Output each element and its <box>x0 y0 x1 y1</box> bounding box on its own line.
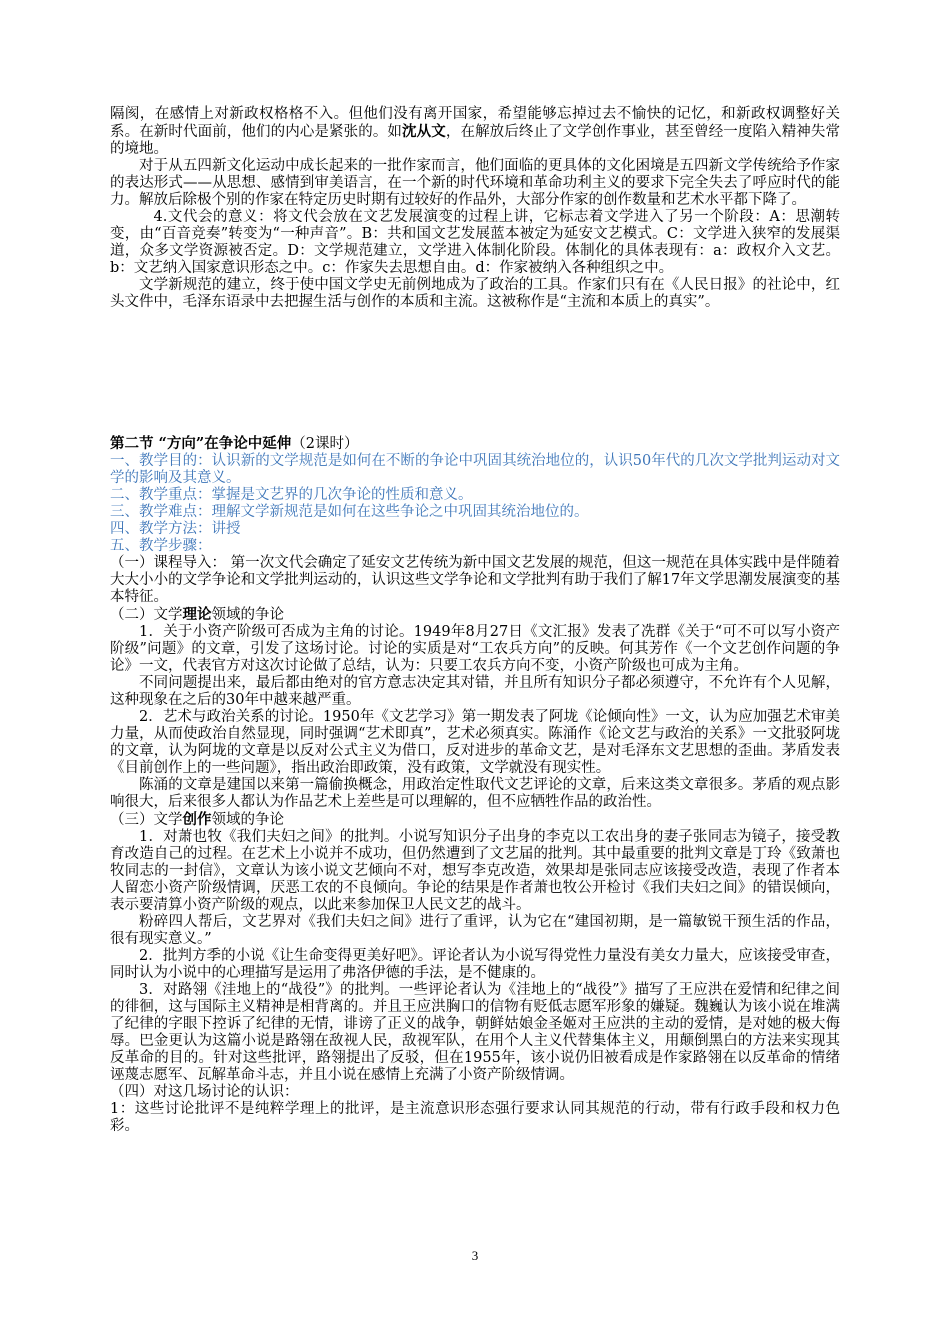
paragraph-shen-congwen: 隔阂，在感情上对新政权格格不入。但他们没有离开国家，希望能够忘掉过去不愉快的记忆，和新政权调整好关系。在新时代面前，他们的内心是紧张的。如沈从文，在解放后终止了文学创作事业，甚至曾经一度陷入精神失常的境地。 <box>110 106 841 157</box>
theory-item-2-comment: 陈涌的文章是建国以来第一篇偷换概念，用政治定性取代文艺评论的文章，后来这类文章很多。茅盾的观点影响很大，后来很多人都认为作品艺术上差些是可以理解的，但不应牺牲作品的政治性。 <box>110 777 840 810</box>
teaching-key-point: 二、教学重点：掌握是文艺界的几次争论的性质和意义。 <box>110 487 473 503</box>
teaching-goal: 一、教学目的：认识新的文学规范是如何在不断的争论中巩固其统治地位的，认识50年代的几次文学批判运动对文学的影响及其意义。 <box>110 453 841 486</box>
section-heading <box>110 435 840 453</box>
paragraph-new-norms: 文学新规范的建立，终于使中国文学史无前例地成为了政治的工具。作家们只有在《人民日报》的社论中，红头文件中，毛泽东语录中去把握生活与创作的本质和主流。这被称作是“主流和本质上的真实”。 <box>110 277 840 310</box>
course-intro: （一）课程导入： 第一次文代会确定了延安文艺传统为新中国文艺发展的规范，但这一规范在具体实践中是伴随着大大小小的文学争论和文学批判运动的，认识这些文学争论和文学批判有助于我们了解17年文学思潮发展演变的基本特征。 <box>110 555 840 605</box>
recognition-item-1: 1：这些讨论批评不是纯粹学理上的批评，是主流意识形态强行要求认同其规范的行动，带有行政手段和权力色彩。 <box>110 1101 840 1134</box>
section-hours: （2课时） <box>291 436 359 452</box>
recognition-heading: （四）对这几场讨论的认识： <box>110 1084 299 1100</box>
name-shen-congwen: 沈从文 <box>402 123 446 140</box>
page-number: 3 <box>471 1248 479 1263</box>
teaching-steps: 五、教学步骤： <box>110 538 212 554</box>
blank-gap <box>110 311 840 435</box>
creation-item-2: 2．批判方季的小说《让生命变得更美好吧》。评论者认为小说写得党性力量没有美女力量大，应该接受审查，同时认为小说中的心理描写是运用了弗洛伊德的手法，是不健康的。 <box>110 948 840 981</box>
creation-item-1-comment: 粉碎四人帮后，文艺界对《我们夫妇之间》进行了重评，认为它在“建国初期，是一篇敏锐干预生活的作品，很有现实意义。” <box>110 914 840 947</box>
theory-heading: （二）文学理论领域的争论 <box>110 606 284 623</box>
creation-heading: （三）文学创作领域的争论 <box>110 811 284 828</box>
theory-item-1: 1．关于小资产阶级可否成为主角的讨论。1949年8月27日《文汇报》发表了冼群《关于“可不可以写小资产阶级”问题》的文章，引发了这场讨论。讨论的实质是对“工农兵方向”的反映。何其芳作《一个文艺创作问题的争论》一文，代表官方对这次讨论做了总结，认为：只要工农兵方向不变，小资产阶级也可成为主角。 <box>110 624 840 674</box>
creation-item-1: 1．对萧也牧《我们夫妇之间》的批判。小说写知识分子出身的李克以工农出身的妻子张同志为镜子，接受教育改造自己的过程。在艺术上小说并不成功，但仍然遭到了文艺届的批判。其中最重要的批判文章是丁玲《致萧也牧同志的一封信》，文章认为该小说文艺倾向不对，想写李克改造，效果却是张同志应该接受改造，表现了作者本人留恋小资产阶级情调，厌恶工农的不良倾向。争论的结果是作者萧也牧公开检讨《我们夫妇之间》的错误倾向，表示要清算小资产阶级的观点，以此来参加保卫人民文艺的战斗。 <box>110 829 840 913</box>
paragraph-wendaihui-significance: 4.文代会的意义：将文代会放在文艺发展演变的过程上讲，它标志着文学进入了另一个阶段：A：思潮转变，由“百音竞奏”转变为“一种声音”。B：共和国文艺发展蓝本被定为延安文艺模式。C：文学进入狭窄的发展渠道，众多文学资源被否定。D：文学规范建立，文学进入体制化阶段。体制化的具体表现有：a：政权介入文艺。b：文艺纳入国家意识形态之中。c：作家失去思想自由。d：作家被纳入各种组织之中。 <box>110 209 840 276</box>
teaching-method: 四、教学方法：讲授 <box>110 521 241 537</box>
creation-item-3: 3．对路翎《洼地上的“战役”》的批判。一些评论者认为《洼地上的“战役”》描写了王应洪在爱情和纪律之间的徘徊，这与国际主义精神是相背离的。并且王应洪胸口的信物有贬低志愿军形象的嫌疑。魏巍认为该小说在堆满了纪律的字眼下控诉了纪律的无情，诽谤了正义的战争，朝鲜姑娘金圣姬对王应洪的主动的爱情，是对她的极大侮辱。巴金更认为这篇小说是路翎在敌视人民，敌视军队，在用个人主义代替集体主义，用颠倒黑白的方法来实现其反革命的目的。针对这些批评，路翎提出了反驳，但在1955年，该小说仍旧被看成是作家路翎在以反革命的情绪诬蔑志愿军、瓦解革命斗志，并且小说在感情上充满了小资产阶级情调。 <box>110 982 840 1083</box>
paragraph-wusi-writers: 对于从五四新文化运动中成长起来的一批作家而言，他们面临的更具体的文化困境是五四新文学传统给予作家的表达形式——从思想、感情到审美语言，在一个新的时代环境和革命功利主义的要求下完全失去了呼应时代的能力。解放后除极个别的作家在特定历史时期有过较好的作品外，大部分作家的创作数量和艺术水平都下降了。 <box>110 158 840 208</box>
teaching-difficulty: 三、教学难点：理解文学新规范是如何在这些争论之中巩固其统治地位的。 <box>110 504 589 520</box>
section-title: 第二节 “方向”在争论中延伸 <box>110 435 292 452</box>
theory-item-1-comment: 不同问题提出来，最后都由绝对的官方意志决定其对错，并且所有知识分子都必须遵守，不允许有个人见解，这种现象在之后的30年中越来越严重。 <box>110 675 840 708</box>
theory-item-2: 2．艺术与政治关系的讨论。1950年《文艺学习》第一期发表了阿垅《论倾向性》一文，认为应加强艺术审美力量，从而使政治自然显现，同时强调“艺术即真”，艺术必须真实。陈涌作《论文艺与政治的关系》一文批驳阿垅的文章，认为阿垅的文章是以反对公式主义为借口，反对进步的革命文艺，是对毛泽东文艺思想的歪曲。茅盾发表《目前创作上的一些问题》，指出政治即政策，没有政策，文学就没有现实性。 <box>110 709 840 776</box>
